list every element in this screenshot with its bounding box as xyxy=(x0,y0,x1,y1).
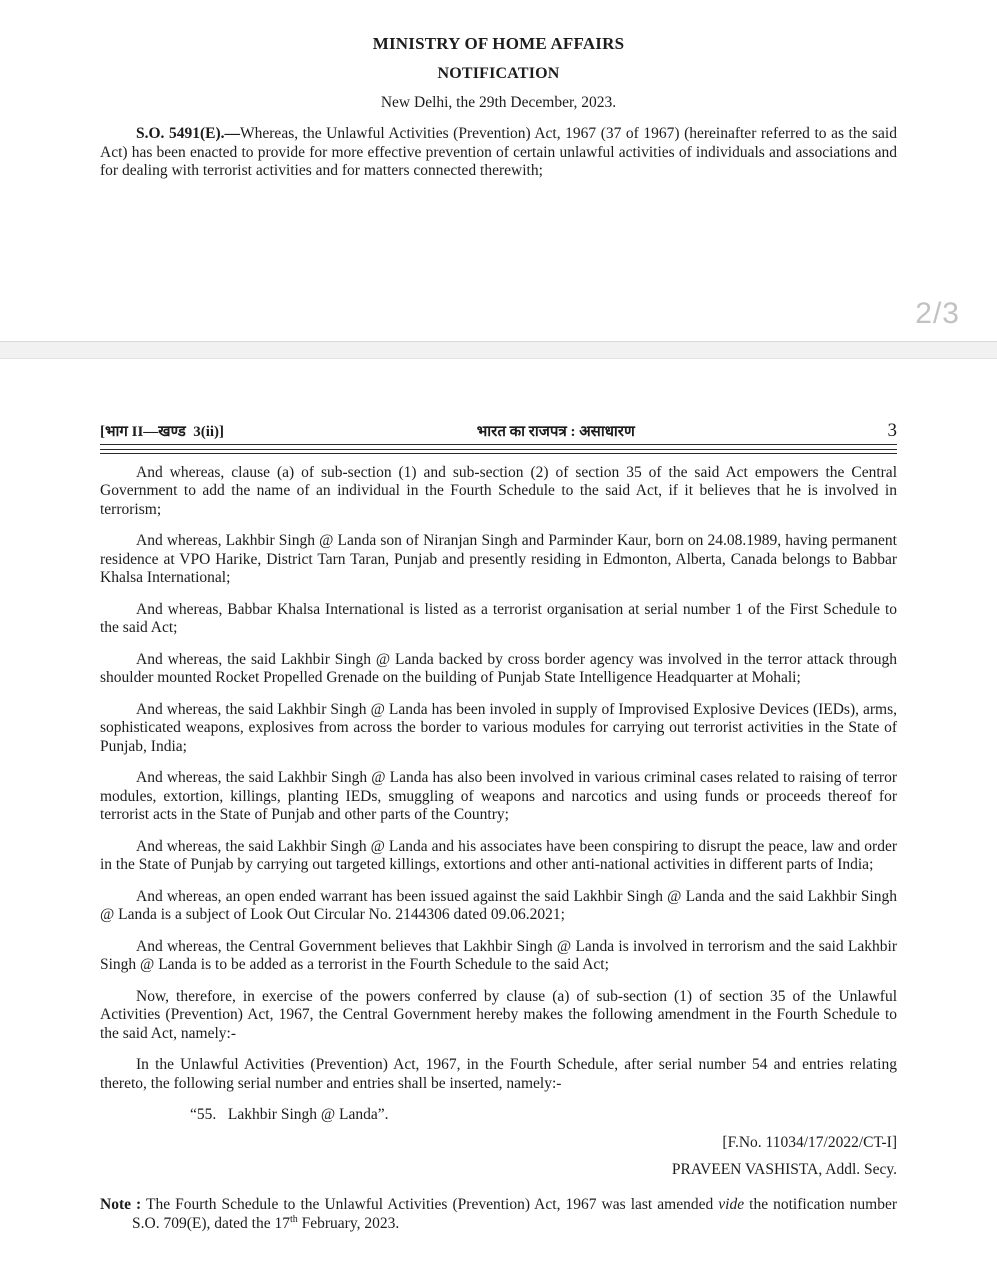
gazette-page-number: 3 xyxy=(887,419,897,441)
paragraph-whereas-8: And whereas, an open ended warrant has been issued against the said Lakhbir Singh @ Landa and the said Lakhbir Singh @ Landa is a subject of Look Out Circular No. 2144306 dated 09.06.2021; xyxy=(100,887,897,923)
page-2 xyxy=(0,421,997,1234)
paragraph-whereas-6: And whereas, the said Lakhbir Singh @ Landa has also been involved in various criminal cases related to raising of terror modules, extortion, killings, planting IEDs, smuggling of weapons and narcotics and using funds or proceeds thereof for terrorist acts in the State of Punjab and other parts of the Country; xyxy=(100,769,897,823)
notification-heading: NOTIFICATION xyxy=(437,65,560,82)
note-text-3: February, 2023. xyxy=(297,1215,400,1232)
dateline: New Delhi, the 29th December, 2023. xyxy=(380,94,617,111)
gazette-title: भारत का राजपत्र : असाधारण xyxy=(476,423,635,440)
paragraph-amendment: In the Unlawful Activities (Prevention) Act, 1967, in the Fourth Schedule, after serial number 54 and entries relating thereto, the following serial number and entries shall be inserted, namely:- xyxy=(100,1056,897,1092)
note xyxy=(100,1195,897,1234)
paragraph-whereas-1: And whereas, clause (a) of sub-section (1) and sub-section (2) of section 35 of the said Act empowers the Central Government to add the name of an individual in the Fourth Schedule to the said Act, if it believes that he is involved in terrorism; xyxy=(100,463,897,518)
so-paragraph xyxy=(100,125,897,181)
so-body: Whereas, the Unlawful Activities (Prevention) Act, 1967 (37 of 1967) (hereinafter referred to as the said Act) has been enacted to provide for more effective prevention of certain unlawful activities of individuals and associations and for dealing with terrorist activities and for matters connected therewith; xyxy=(100,125,897,179)
signatory: PRAVEEN VASHISTA, Addl. Secy. xyxy=(671,1161,897,1178)
note-ordinal-suffix: th xyxy=(289,1213,298,1225)
file-number: [F.No. 11034/17/2022/CT-I] xyxy=(722,1133,897,1151)
gazette-header xyxy=(100,421,897,442)
header-rule-single xyxy=(100,444,897,445)
note-label: Note : xyxy=(100,1195,142,1213)
page-separator xyxy=(0,341,997,359)
paragraph-whereas-5: And whereas, the said Lakhbir Singh @ Landa has been involed in supply of Improvised Explosive Devices (IEDs), arms, sophisticated weapons, explosives from across the border to various modules for carrying out terrorist activities in the State of Punjab, India; xyxy=(100,700,897,755)
inserted-entry: “55. Lakhbir Singh @ Landa”. xyxy=(190,1106,389,1123)
page-indicator: 2/3 xyxy=(915,296,960,330)
note-text-2: the notification number S.O. 709(E), dated the 17 xyxy=(132,1195,897,1232)
paragraph-now-therefore: Now, therefore, in exercise of the powers conferred by clause (a) of sub-section (1) of section 35 of the Unlawful Activities (Prevention) Act, 1967, the Central Government hereby makes the following amendment in the Fourth Schedule to the said Act, namely:- xyxy=(100,987,897,1042)
page-1 xyxy=(0,0,997,181)
note-vide: vide xyxy=(718,1195,745,1213)
note-text-1: The Fourth Schedule to the Unlawful Activities (Prevention) Act, 1967 was last amended xyxy=(141,1195,719,1213)
paragraph-whereas-7: And whereas, the said Lakhbir Singh @ Landa and his associates have been conspiring to disrupt the peace, law and order in the State of Punjab by carrying out targeted killings, extortions and other anti-national activities in different parts of India; xyxy=(100,837,897,873)
paragraph-whereas-3: And whereas, Babbar Khalsa International is listed as a terrorist organisation at serial number 1 of the First Schedule to the said Act; xyxy=(100,600,897,636)
paragraph-whereas-4: And whereas, the said Lakhbir Singh @ Landa backed by cross border agency was involved in the terror attack through shoulder mounted Rocket Propelled Grenade on the building of Punjab State Intelligence Headquarter at Mohali; xyxy=(100,650,897,686)
gazette-part-label: [भाग II—खण्ड 3(ii)] xyxy=(100,423,225,440)
ministry-heading: MINISTRY OF HOME AFFAIRS xyxy=(372,34,625,53)
paragraph-whereas-2: And whereas, Lakhbir Singh @ Landa son of Niranjan Singh and Parminder Kaur, born on 24.08.1989, having permanent residence at VPO Harike, District Tarn Taran, Punjab and presently residing in Edmonton, Alberta, Canada belongs to Babbar Khalsa International; xyxy=(100,532,897,586)
paragraph-whereas-9: And whereas, the Central Government believes that Lakhbir Singh @ Landa is involved in terrorism and the said Lakhbir Singh @ Landa is to be added as a terrorist in the Fourth Schedule to the said Act; xyxy=(100,937,897,973)
so-number: S.O. 5491(E).— xyxy=(136,125,241,142)
header-rule-double xyxy=(100,449,897,454)
